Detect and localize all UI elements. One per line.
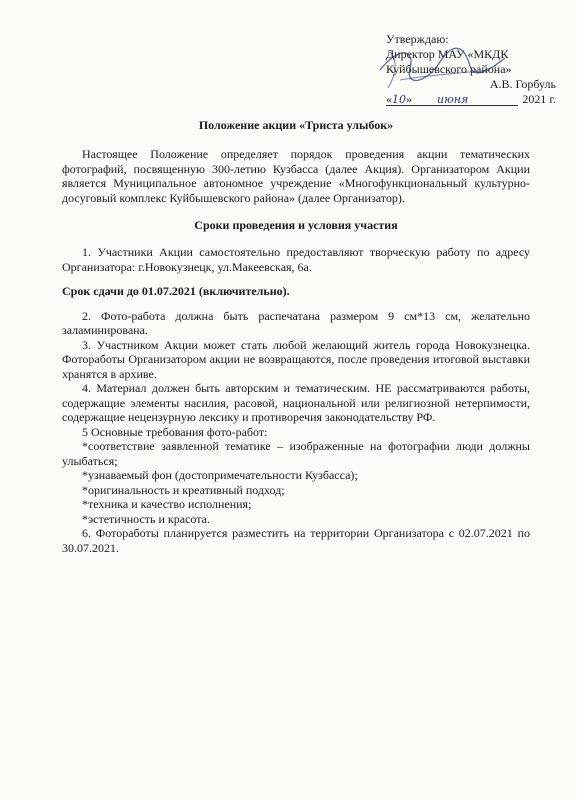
document-title: Положение акции «Триста улыбок» [198, 118, 394, 132]
approval-block [386, 32, 556, 107]
approval-position: Директор МАУ «МКДК [386, 47, 509, 61]
document-body [62, 118, 530, 555]
date-year: 2021 г. [522, 92, 556, 106]
item-3: 3. Участником Акции может стать любой желающий житель города Новокузнецка. Фотоработы Организатором акции не возвращаются, после проведения итоговой выставки хранятся в архиве. [62, 337, 530, 381]
approval-organization: Куйбышевского района» [386, 62, 512, 76]
intro-paragraph: Настоящее Положение определяет порядок проведения акции тематических фотографий, посвященную 300-летию Кузбасса (далее Акция). Организатором Акции является Муниципальное автономное учреждение «Многофункциональный культурно-досуговый комплекс Куйбышевского района» (далее Организатор). [62, 147, 530, 205]
item-4: 4. Материал должен быть авторским и тематическим. НЕ рассматриваются работы, содержащие элементы насилия, расовой, национальной или религиозной нетерпимости, содержащие нецензурную лексику и противоречия законодательству РФ. [62, 381, 530, 424]
approval-date [386, 92, 556, 107]
item-6: 6. Фотоработы планируется разместить на территории Организатора с 02.07.2021 по 30.07.2021. [62, 526, 530, 555]
approval-name: А.В. Горбуль [489, 77, 556, 91]
item-1: 1. Участники Акции самостоятельно предоставляют творческую работу по адресу Организатора: г.Новокузнецк, ул.Макеевская, 6а. [62, 245, 530, 274]
requirement-3: *оригинальность и креативный подход; [82, 482, 285, 497]
requirement-5: *эстетичность и красота. [82, 511, 210, 526]
requirement-1: *соответствие заявленной тематике – изображенные на фотографии люди должны улыбаться; [62, 439, 530, 468]
date-underline [386, 105, 518, 106]
deadline-text: Срок сдачи до 01.07.2021 (включительно). [62, 284, 290, 298]
date-quote-open: « [386, 92, 392, 106]
requirement-4: *техника и качество исполнения; [82, 497, 252, 511]
requirement-2: *узнаваемый фон (достопримечательности Кузбасса); [82, 468, 358, 482]
section-title: Сроки проведения и условия участия [194, 218, 398, 232]
date-quote-close: » [406, 92, 412, 106]
date-day: 10 [392, 93, 406, 106]
date-month: июня [437, 93, 469, 106]
approval-heading: Утверждаю: [386, 32, 449, 46]
item-2: 2. Фото-работа должна быть распечатана размером 9 см*13 см, желательно заламинирована. [62, 308, 530, 337]
item-5-title: 5 Основные требования фото-работ: [82, 424, 268, 439]
